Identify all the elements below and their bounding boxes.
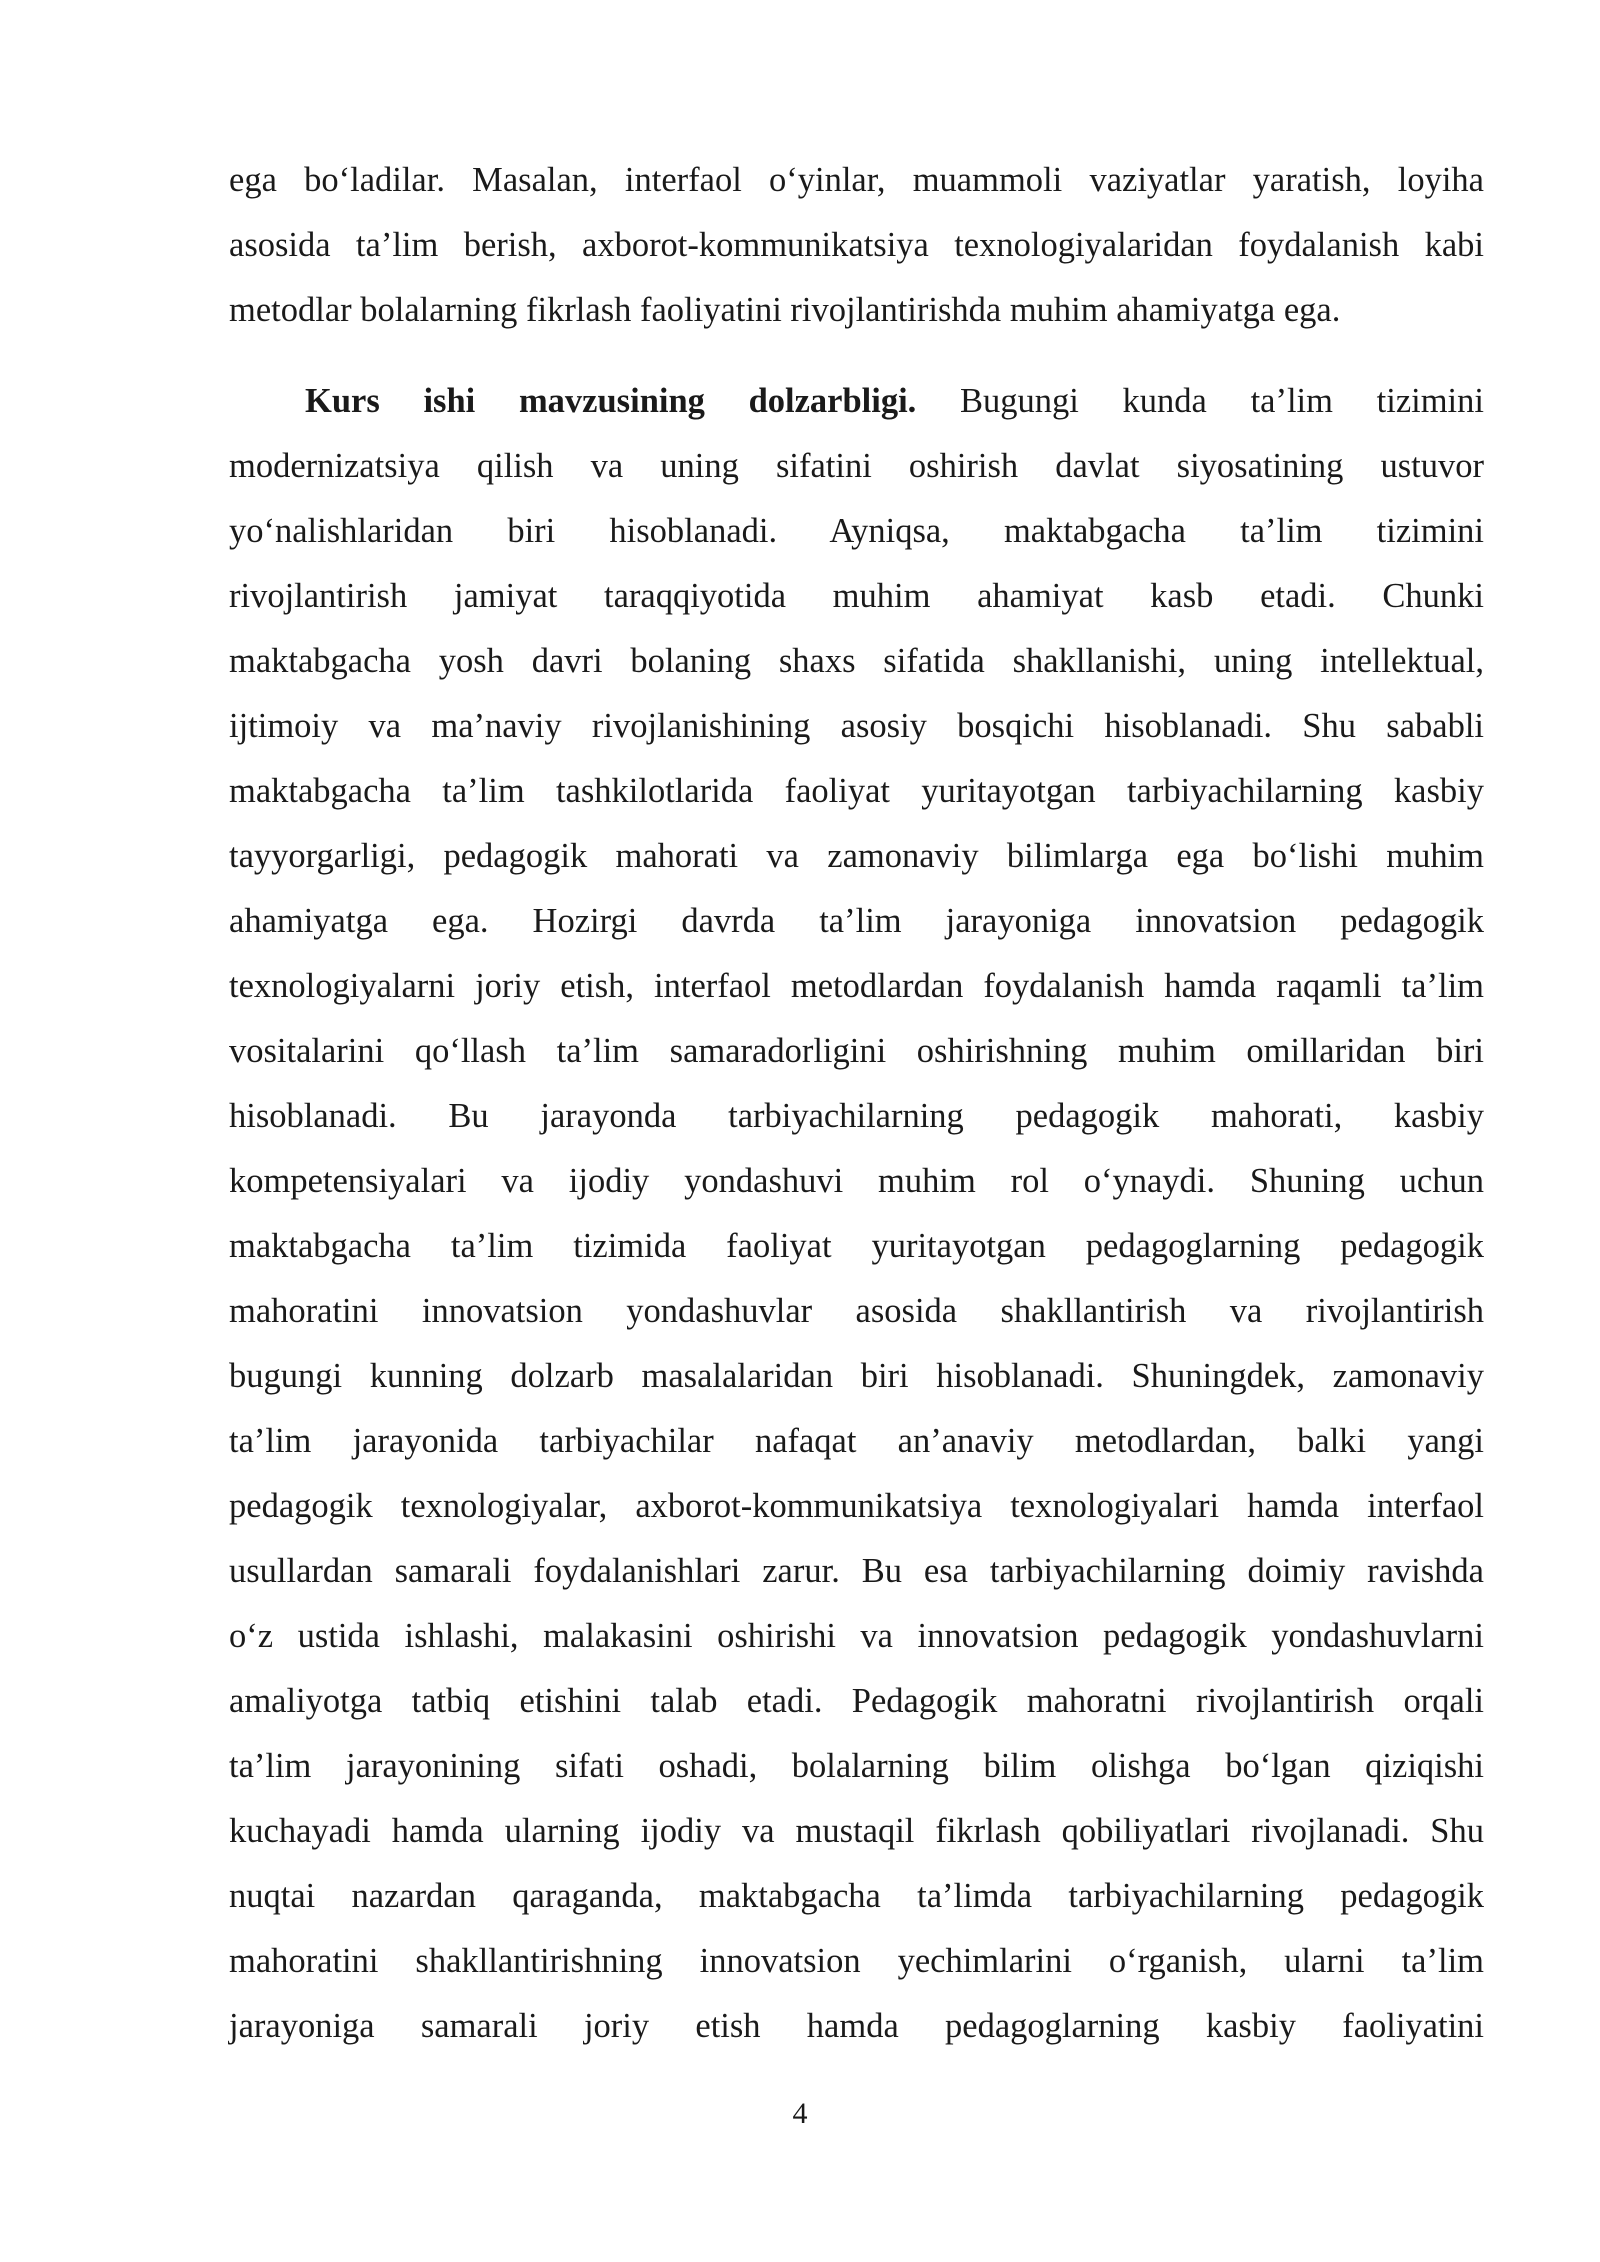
section-heading: Kurs ishi mavzusining dolzarbligi. <box>305 382 917 420</box>
text-line: yo‘nalishlaridan biri hisoblanadi. Ayniqsa, maktabgacha ta’lim tizimini <box>229 512 1484 550</box>
text-line: ega bo‘ladilar. Masalan, interfaol o‘yinlar, muammoli vaziyatlar yaratish, loyiha <box>229 161 1484 199</box>
text-line: maktabgacha ta’lim tashkilotlarida faoliyat yuritayotgan tarbiyachilarning kasbiy <box>229 772 1484 810</box>
text-line: ta’lim jarayonida tarbiyachilar nafaqat an’anaviy metodlardan, balki yangi <box>229 1422 1484 1460</box>
page-body <box>229 148 1484 2059</box>
text-line: amaliyotga tatbiq etishini talab etadi. Pedagogik mahoratni rivojlantirish orqali <box>229 1682 1484 1720</box>
text-line: ijtimoiy va ma’naviy rivojlanishining asosiy bosqichi hisoblanadi. Shu sababli <box>229 707 1484 745</box>
text-line: bugungi kunning dolzarb masalalaridan biri hisoblanadi. Shuningdek, zamonaviy <box>229 1357 1484 1395</box>
text-line: modernizatsiya qilish va uning sifatini oshirish davlat siyosatining ustuvor <box>229 447 1484 485</box>
paragraph-relevance <box>229 369 1484 2059</box>
text-line: texnologiyalarni joriy etish, interfaol metodlardan foydalanish hamda raqamli ta’lim <box>229 967 1484 1005</box>
text-line: ahamiyatga ega. Hozirgi davrda ta’lim jarayoniga innovatsion pedagogik <box>229 902 1484 940</box>
text-line: jarayoniga samarali joriy etish hamda pedagoglarning kasbiy faoliyatini <box>229 2007 1484 2045</box>
text-line: hisoblanadi. Bu jarayonda tarbiyachilarning pedagogik mahorati, kasbiy <box>229 1097 1484 1135</box>
text-line: nuqtai nazardan qaraganda, maktabgacha ta’limda tarbiyachilarning pedagogik <box>229 1877 1484 1915</box>
page-number: 4 <box>792 2097 808 2130</box>
text-line: vositalarini qo‘llash ta’lim samaradorligini oshirishning muhim omillaridan biri <box>229 1032 1484 1070</box>
text-line: maktabgacha ta’lim tizimida faoliyat yuritayotgan pedagoglarning pedagogik <box>229 1227 1484 1265</box>
heading-line-text: Bugungi kunda ta’lim tizimini <box>960 382 1484 420</box>
text-line: metodlar bolalarning fikrlash faoliyatini rivojlantirishda muhim ahamiyatga ega. <box>229 291 1341 329</box>
text-line: ta’lim jarayonining sifati oshadi, bolalarning bilim olishga bo‘lgan qiziqishi <box>229 1747 1484 1785</box>
text-line: pedagogik texnologiyalar, axborot-kommunikatsiya texnologiyalari hamda interfaol <box>229 1487 1484 1525</box>
text-line: o‘z ustida ishlashi, malakasini oshirishi va innovatsion pedagogik yondashuvlarni <box>229 1617 1484 1655</box>
paragraph-spacer <box>229 343 1484 369</box>
text-line: asosida ta’lim berish, axborot-kommunikatsiya texnologiyalaridan foydalanish kabi <box>229 226 1484 264</box>
text-line: rivojlantirish jamiyat taraqqiyotida muhim ahamiyat kasb etadi. Chunki <box>229 577 1484 615</box>
paragraph-first-line <box>229 369 1484 434</box>
text-line: kuchayadi hamda ularning ijodiy va mustaqil fikrlash qobiliyatlari rivojlanadi. Shu <box>229 1812 1484 1850</box>
text-line: tayyorgarligi, pedagogik mahorati va zamonaviy bilimlarga ega bo‘lishi muhim <box>229 837 1484 875</box>
text-line: mahoratini innovatsion yondashuvlar asosida shakllantirish va rivojlantirish <box>229 1292 1484 1330</box>
text-line: kompetensiyalari va ijodiy yondashuvi muhim rol o‘ynaydi. Shuning uchun <box>229 1162 1484 1200</box>
text-line: maktabgacha yosh davri bolaning shaxs sifatida shakllanishi, uning intellektual, <box>229 642 1484 680</box>
text-line: mahoratini shakllantirishning innovatsion yechimlarini o‘rganish, ularni ta’lim <box>229 1942 1484 1980</box>
paragraph-intro <box>229 148 1484 343</box>
text-line: usullardan samarali foydalanishlari zarur. Bu esa tarbiyachilarning doimiy ravishda <box>229 1552 1484 1590</box>
